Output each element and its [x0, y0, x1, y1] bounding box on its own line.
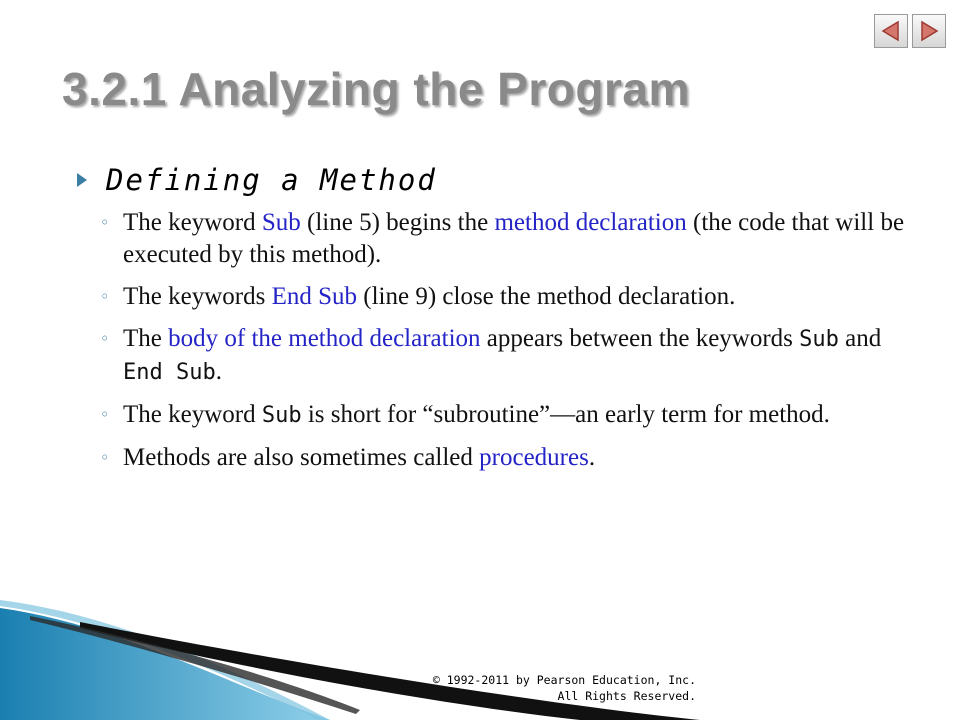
rights-line: All Rights Reserved. — [557, 689, 696, 703]
code-keyword: Sub — [261, 403, 302, 428]
circle-bullet-icon: ◦ — [100, 405, 110, 424]
bullet-text: appears between the keywords — [480, 325, 800, 352]
bullet-text: The keywords — [123, 283, 272, 310]
sub-bullet-list — [76, 207, 916, 474]
heading-text: Defining a Method — [106, 163, 437, 197]
bullet-text: The — [123, 325, 169, 352]
bullet-text: The keyword — [123, 401, 262, 428]
slide-title: 3.2.1 Analyzing the Program — [62, 63, 690, 115]
circle-bullet-icon: ◦ — [100, 448, 110, 467]
bullet-text: (line 5) begins the — [300, 209, 495, 236]
sub-bullet-item — [76, 207, 916, 271]
circle-bullet-icon: ◦ — [100, 287, 110, 306]
code-keyword: Sub — [799, 327, 839, 352]
arrow-bullet-icon — [76, 172, 92, 188]
bullet-text: is short for “subroutine”—an early term for method. — [301, 401, 830, 428]
highlighted-term: body of the method declaration — [168, 325, 481, 352]
bullet-text: Methods are also sometimes called — [123, 444, 480, 471]
bullet-text: . — [588, 444, 596, 471]
bullet-text: The keyword — [123, 209, 262, 236]
slide-content — [76, 163, 916, 484]
bullet-heading — [76, 163, 916, 197]
copyright-line: © 1992-2011 by Pearson Education, Inc. — [432, 673, 696, 687]
highlighted-term: procedures — [479, 444, 589, 471]
highlighted-term: End Sub — [271, 283, 358, 310]
bullet-text: (line 9) close the method declaration. — [357, 283, 736, 310]
sub-bullet-item — [76, 281, 916, 313]
copyright-notice — [433, 672, 696, 704]
circle-bullet-icon: ◦ — [100, 213, 110, 232]
triangle-left-icon — [879, 19, 903, 43]
bullet-text: and — [838, 325, 882, 352]
bullet-text: . — [215, 358, 222, 385]
previous-slide-button[interactable] — [874, 14, 908, 48]
triangle-right-icon — [917, 19, 941, 43]
sub-bullet-item — [76, 323, 916, 389]
circle-bullet-icon: ◦ — [100, 329, 110, 348]
next-slide-button[interactable] — [912, 14, 946, 48]
bullet-text: (the code that will be executed by this method). — [123, 209, 905, 268]
sub-bullet-item — [76, 399, 916, 432]
sub-bullet-item — [76, 442, 916, 474]
highlighted-term: method declaration — [494, 209, 687, 236]
code-keyword: End Sub — [123, 360, 216, 385]
slide-navigation — [874, 14, 946, 48]
highlighted-term: Sub — [261, 209, 301, 236]
